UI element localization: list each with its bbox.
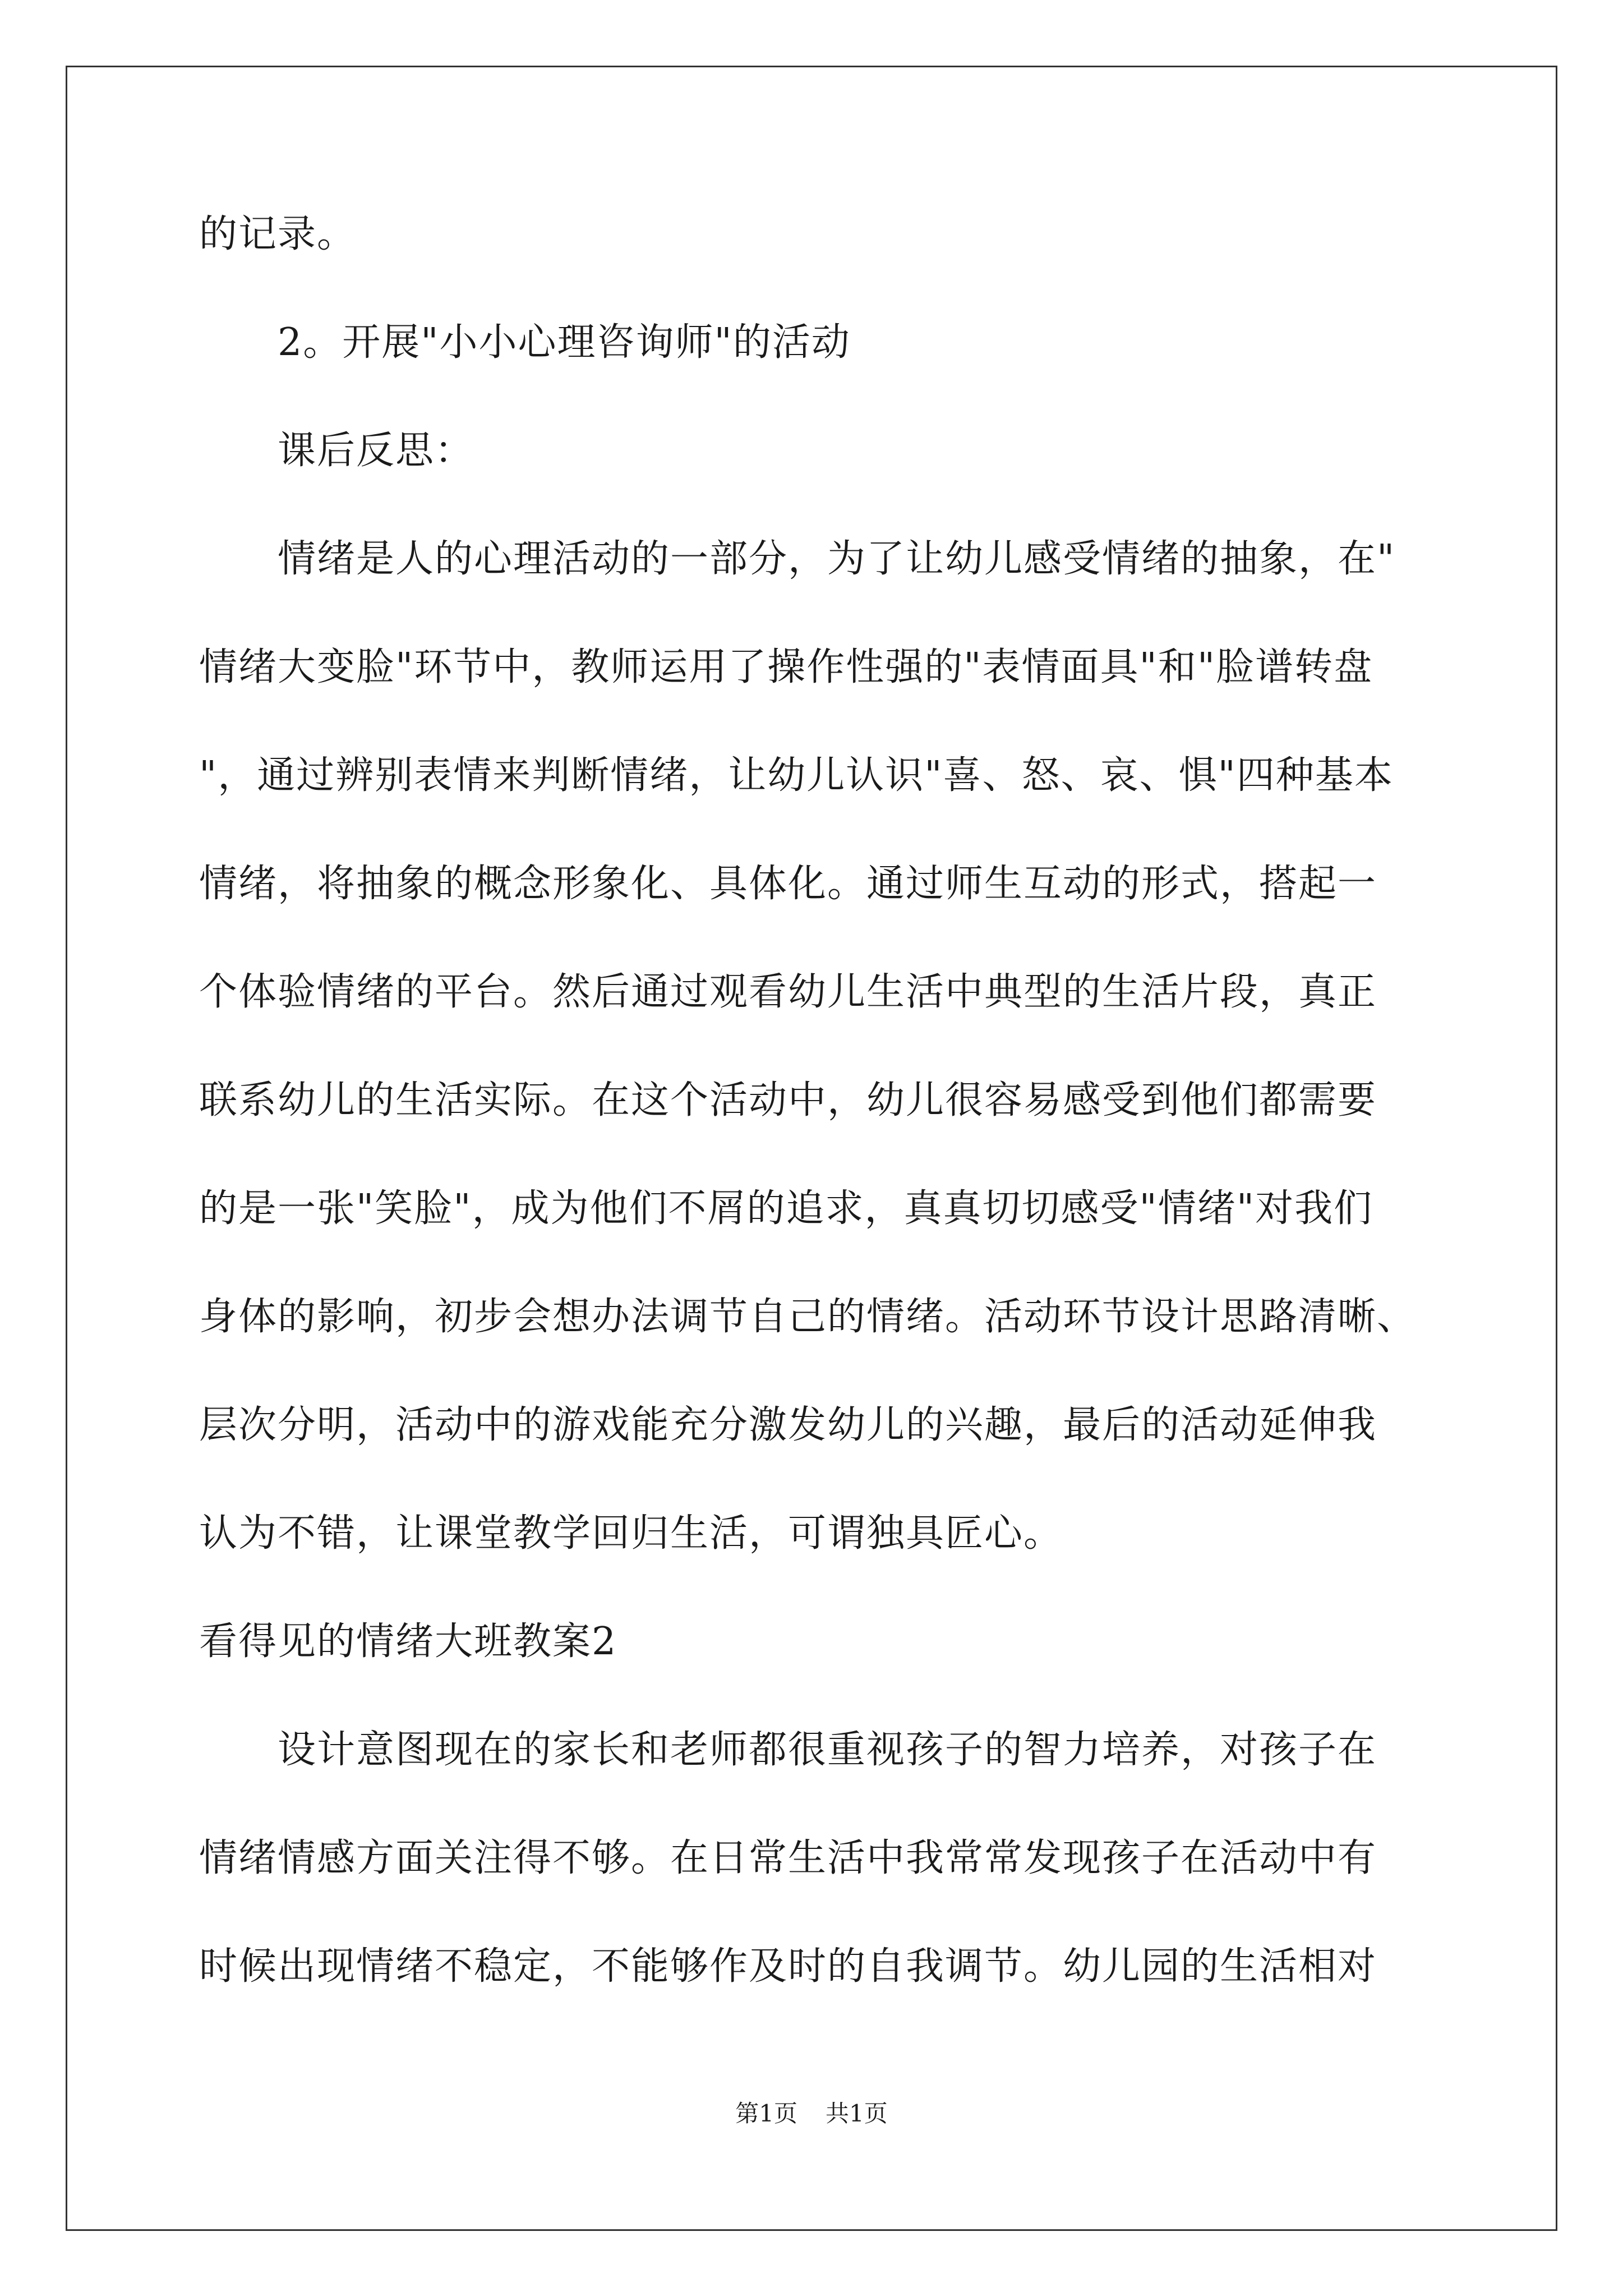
text-line: 情绪是人的心理活动的一部分，为了让幼儿感受情绪的抽象，在" xyxy=(278,537,1396,581)
text-line: 联系幼儿的生活实际。在这个活动中，幼儿很容易感受到他们都需要 xyxy=(199,1078,1377,1122)
page-footer xyxy=(0,2098,1623,2129)
text-line: 个体验情绪的平台。然后通过观看幼儿生活中典型的生活片段，真正 xyxy=(199,970,1377,1014)
text-line: 时候出现情绪不稳定，不能够作及时的自我调节。幼儿园的生活相对 xyxy=(199,1944,1377,1989)
text-line: 设计意图现在的家长和老师都很重视孩子的智力培养，对孩子在 xyxy=(278,1728,1377,1772)
page-number: 第1页 xyxy=(735,2100,797,2127)
text-line: 的是一张"笑脸"，成为他们不屑的追求，真真切切感受"情绪"对我们 xyxy=(199,1186,1373,1231)
text-line: 情绪大变脸"环节中，教师运用了操作性强的"表情面具"和"脸谱转盘 xyxy=(199,645,1373,689)
list-item: 2。开展"小小心理咨询师"的活动 xyxy=(278,320,851,365)
text-line: 认为不错，让课堂教学回归生活，可谓独具匠心。 xyxy=(199,1511,1063,1556)
text-line: 身体的影响，初步会想办法调节自己的情绪。活动环节设计思路清晰、 xyxy=(199,1295,1417,1339)
section-heading: 看得见的情绪大班教案2 xyxy=(199,1619,617,1664)
page-total: 共1页 xyxy=(826,2100,888,2127)
text-line: 层次分明，活动中的游戏能充分激发幼儿的兴趣，最后的活动延伸我 xyxy=(199,1403,1377,1447)
text-line: "，通过辨别表情来判断情绪，让幼儿认识"喜、怒、哀、惧"四种基本 xyxy=(199,753,1394,798)
section-label: 课后反思： xyxy=(278,429,474,473)
text-line: 情绪情感方面关注得不够。在日常生活中我常常发现孩子在活动中有 xyxy=(199,1836,1377,1880)
document-body xyxy=(199,208,1461,2048)
text-line: 的记录。 xyxy=(199,212,357,256)
text-line: 情绪，将抽象的概念形象化、具体化。通过师生互动的形式，搭起一 xyxy=(199,862,1377,906)
